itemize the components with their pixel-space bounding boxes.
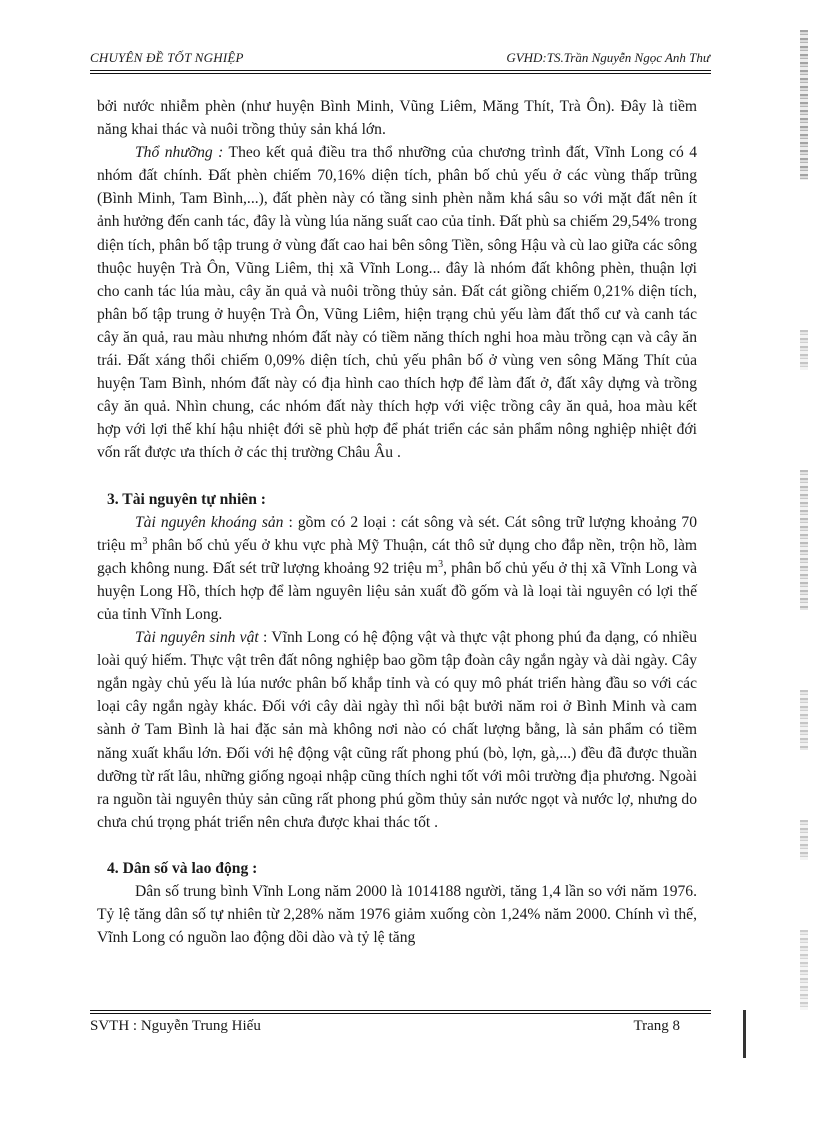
paragraph-biology bbox=[97, 626, 697, 834]
soil-label: Thổ nhưỡng : bbox=[135, 144, 224, 162]
section-heading-4: 4. Dân số và lao động : bbox=[107, 859, 258, 877]
header-rule bbox=[90, 70, 711, 74]
scan-artifact bbox=[800, 470, 808, 610]
scan-artifact bbox=[800, 330, 808, 370]
minerals-text-a: : gồm có 2 loại : cát sông và sét. Cát sông trữ lượng khoảng 70 triệu m bbox=[97, 513, 697, 554]
header-advisor: GVHD:TS.Trần Nguyễn Ngọc Anh Thư bbox=[506, 50, 710, 65]
soil-text: Theo kết quả điều tra thổ nhưỡng của chương trình đất, Vĩnh Long có 4 nhóm đất chính. Đất phèn chiếm 70,16% diện tích, phân bố chủ yếu ở các vùng thấp trũng (Bình Minh, Tam Bình,...), đất phèn này có tầng sinh phèn nằm khá sâu so với mặt đất nên ít ảnh hưởng đến canh tác, đây là vùng lúa năng suất cao của tỉnh. Đất phù sa chiếm 29,54% trong diện tích, phân bố tập trung ở vùng đất cao hai bên sông Tiền, sông Hậu và cù lao giữa các sông thuộc huyện Trà Ôn, Vũng Liêm, thị xã Vĩnh Long... đây là nhóm đất không phèn, thuận lợi cho canh tác lúa màu, cây ăn quả và nuôi trồng thủy sản. Đất cát giồng chiếm 0,21% diện tích, phân bố tập trung ở huyện Trà Ôn, Vũng Liêm, hiện trạng chủ yếu làm đất thổ cư và canh tác cây ăn quả, rau màu nhưng nhóm đất này có tiềm năng thích nghi hoa màu trồng cạn và cây ăn trái. Đất xáng thổi chiếm 0,09% diện tích, chủ yếu phân bố ở vùng ven sông Măng Thít của huyện Tam Bình, nhóm đất này có địa hình cao thích hợp để làm đất ở, đất xây dựng và trồng cây ăn quả. Nhìn chung, các nhóm đất này thích hợp với việc trồng cây ăn quả, hoa màu kết hợp với lợi thế khí hậu nhiệt đới sẽ phù hợp để phát triển các sản phẩm nông nghiệp nhiệt đới vốn rất được ưa thích ở các thị trường Châu Âu . bbox=[97, 144, 697, 462]
minerals-text-c: , phân bố chủ yếu ở thị xã Vĩnh Long và huyện Long Hồ, thích hợp để làm nguyên liệu sản xuất đồ gốm và là loại tài nguyên có lợi thế của tỉnh Vĩnh Long. bbox=[97, 559, 697, 623]
spacer bbox=[97, 834, 697, 857]
minerals-text-b: phân bố chủ yếu ở khu vực phà Mỹ Thuận, cát thô sử dụng cho đắp nền, trộn hồ, làm gạch không nung. Đất sét trữ lượng khoảng 92 triệu m bbox=[97, 536, 697, 577]
scan-artifact bbox=[800, 690, 808, 750]
scan-artifact bbox=[800, 30, 808, 180]
paragraph-intro: bởi nước nhiễm phèn (như huyện Bình Minh, Vũng Liêm, Măng Thít, Trà Ôn). Đây là tiềm năng khai thác và nuôi trồng thủy sản khá lớn. bbox=[97, 98, 697, 139]
minerals-label: Tài nguyên khoáng sản bbox=[135, 513, 284, 531]
scan-artifact bbox=[800, 930, 808, 1010]
superscript-1: 3 bbox=[142, 535, 148, 547]
paragraph-population: Dân số trung bình Vĩnh Long năm 2000 là 1014188 người, tăng 1,4 lần so với năm 1976. Tỷ lệ tăng dân số tự nhiên từ 2,28% năm 1976 giảm xuống còn 1,24% năm 2000. Chính vì thế, Vĩnh Long có nguồn lao động dồi dào và tỷ lệ tăng bbox=[97, 883, 697, 947]
biology-text: : Vĩnh Long có hệ động vật và thực vật phong phú đa dạng, có nhiều loài quý hiếm. Thực vật trên đất nông nghiệp bao gồm tập đoàn cây ngắn ngày và dài ngày. Cây ngắn ngày chủ yếu là lúa nước phân bố khắp tỉnh và có quy mô phát triển hàng đầu so với các loại cây ngắn ngày khác. Đối với cây dài ngày thì nổi bật bưởi năm roi ở Bình Minh và cam sành ở Tam Bình là hai đặc sản mà không nơi nào có chất lượng bằng, là sản phẩm có tiềm năng xuất khẩu lớn. Đối với hệ động vật cũng rất phong phú (bò, lợn, gà,...) đều đã được thuần dưỡng từ rất lâu, những giống ngoại nhập cũng thích nghi tốt với môi trường địa phương. Ngoài ra nguồn tài nguyên thủy sản cũng rất phong phú gồm thủy sản nước ngọt và nước lợ, nhưng do chưa chú trọng phát triển nên chưa được khai thác tốt . bbox=[97, 629, 698, 831]
biology-label: Tài nguyên sinh vật bbox=[135, 629, 259, 647]
header-title: CHUYÊN ĐỀ TỐT NGHIỆP bbox=[90, 50, 244, 65]
footer-author: SVTH : Nguyễn Trung Hiếu bbox=[90, 1018, 261, 1034]
paragraph-minerals bbox=[97, 511, 697, 626]
scan-artifact bbox=[743, 1010, 746, 1058]
scan-artifact bbox=[800, 820, 808, 860]
spacer bbox=[97, 465, 697, 488]
page-number: Trang 8 bbox=[633, 1018, 680, 1034]
paragraph-soil bbox=[97, 141, 697, 464]
footer-rule bbox=[90, 1010, 711, 1014]
superscript-2: 3 bbox=[438, 558, 444, 570]
section-heading-3: 3. Tài nguyên tự nhiên : bbox=[107, 490, 266, 508]
page-body bbox=[97, 95, 697, 949]
page-header bbox=[90, 50, 710, 70]
